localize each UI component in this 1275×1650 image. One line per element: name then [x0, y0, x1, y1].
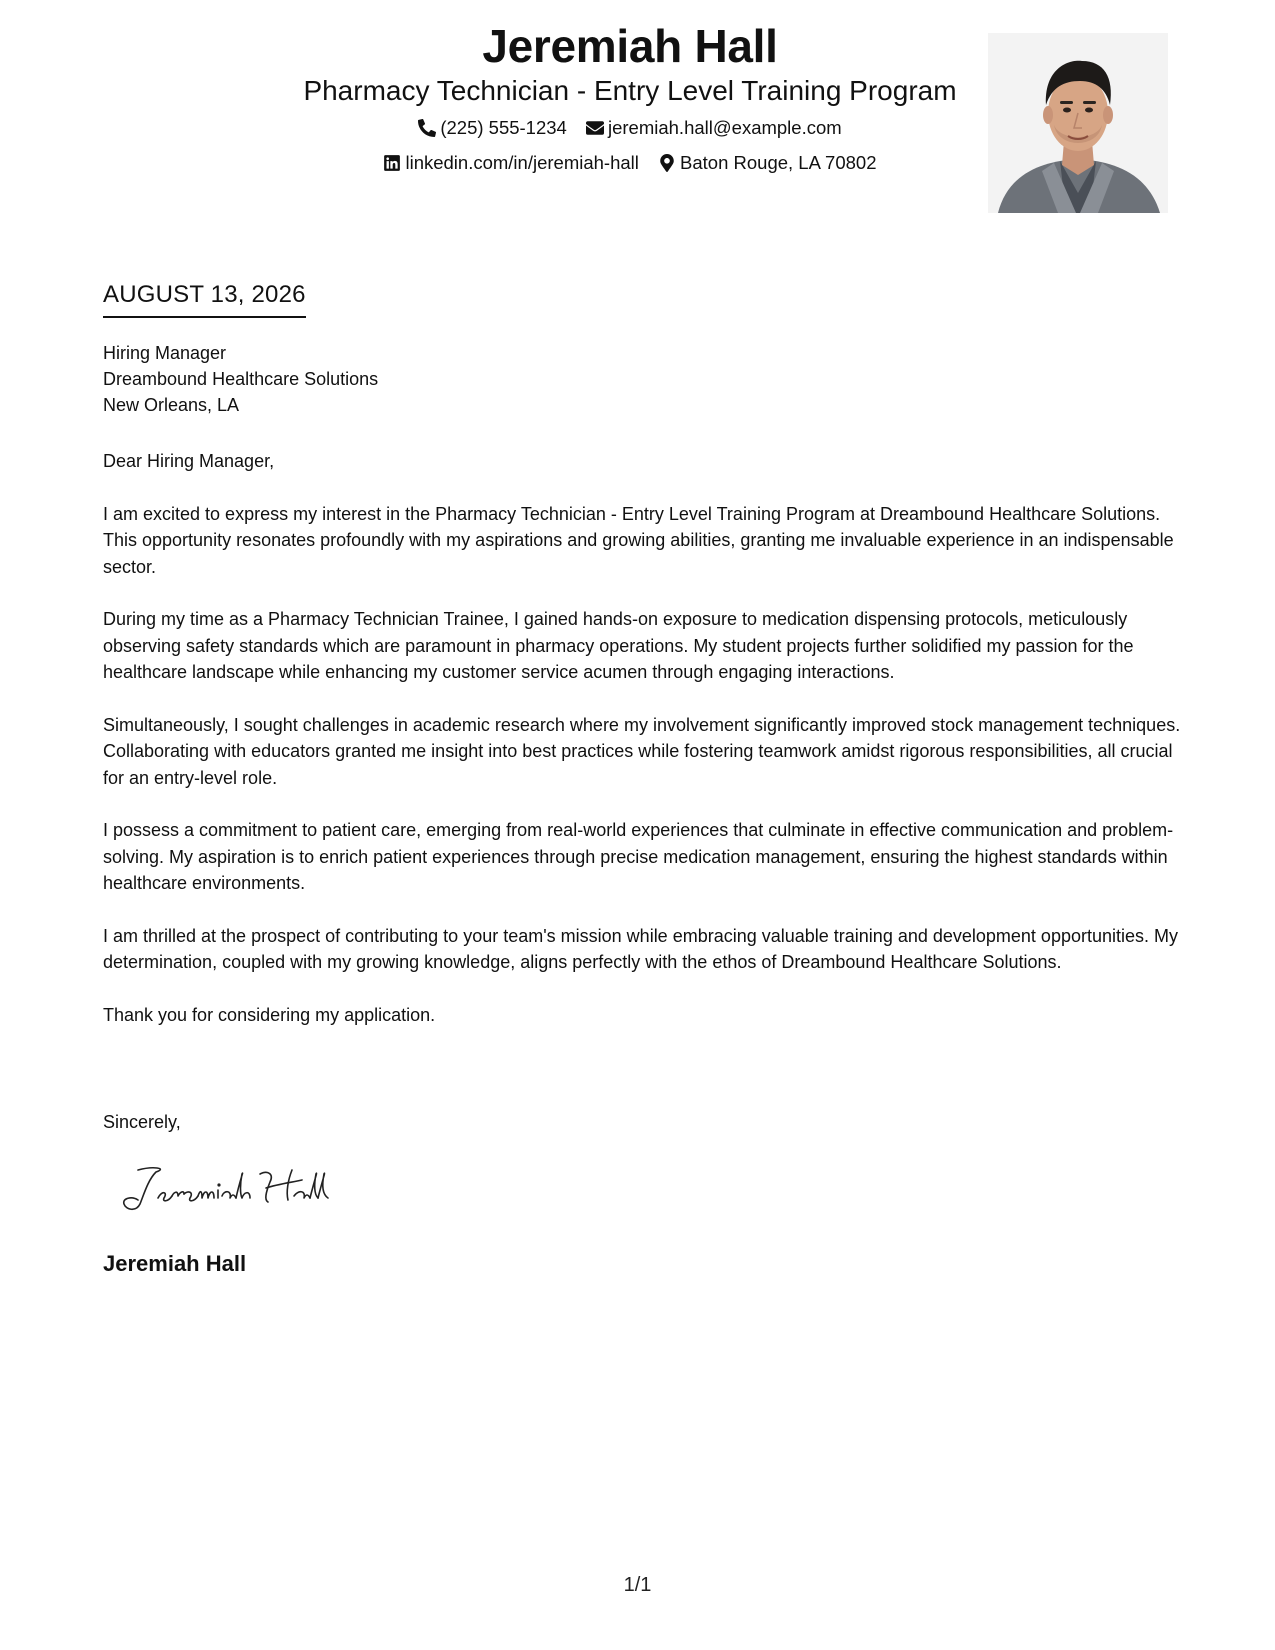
letter-date: AUGUST 13, 2026 — [103, 280, 306, 318]
linkedin-text: linkedin.com/in/jeremiah-hall — [405, 152, 639, 173]
recipient-company: Dreambound Healthcare Solutions — [103, 369, 379, 389]
handwritten-signature — [118, 1160, 358, 1220]
contact-phone — [418, 116, 567, 140]
linkedin-icon — [383, 154, 401, 172]
signer-name: Jeremiah Hall — [103, 1251, 247, 1276]
recipient-block — [103, 340, 378, 418]
location-text: Baton Rouge, LA 70802 — [680, 152, 877, 173]
envelope-icon — [586, 119, 604, 137]
body-paragraph: During my time as a Pharmacy Technician Trainee, I gained hands-on exposure to medication dispensing protocols, meticulously observing safety standards which are paramount in pharmacy operations. My student projects further solidified my passion for the healthcare landscape while enhancing my customer service acumen through engaging interactions. — [103, 609, 1134, 682]
portrait-illustration — [988, 33, 1168, 213]
phone-icon — [418, 119, 436, 137]
contact-location — [658, 151, 876, 175]
job-title: Pharmacy Technician - Entry Level Training Program — [303, 75, 957, 106]
email-text: jeremiah.hall@example.com — [607, 117, 842, 138]
map-pin-icon — [658, 154, 676, 172]
recipient-location: New Orleans, LA — [103, 395, 240, 415]
body-paragraph: Simultaneously, I sought challenges in academic research where my involvement significantly improved stock management techniques. Collaborating with educators granted me insight into best practices while fostering teamwork amidst rigorous responsibilities, all crucial for an entry-level role. — [103, 714, 1181, 788]
contact-linkedin — [383, 151, 638, 175]
body-paragraph: I am excited to express my interest in the Pharmacy Technician - Entry Level Training Program at Dreambound Healthcare Solutions. This opportunity resonates profoundly with my aspirations and growing abilities, granting me invaluable experience in an indispensable sector. — [103, 503, 1174, 577]
header-text-block — [230, 18, 1030, 178]
profile-photo — [988, 33, 1168, 213]
page-number: 1/1 — [623, 1574, 652, 1596]
body-paragraph: I am thrilled at the prospect of contributing to your team's mission while embracing valuable training and development opportunities. My determination, coupled with my growing knowledge, aligns perfectly with the ethos of Dreambound Healthcare Solutions. — [103, 925, 1178, 972]
recipient-title: Hiring Manager — [103, 343, 227, 363]
closing-text: Sincerely, — [103, 1112, 181, 1132]
body-paragraph: Thank you for considering my application. — [103, 1004, 436, 1025]
salutation: Dear Hiring Manager, — [103, 451, 275, 471]
applicant-name: Jeremiah Hall — [482, 20, 778, 72]
contact-line-2 — [230, 151, 1030, 178]
letter-header — [0, 0, 1275, 230]
contact-email — [586, 116, 842, 140]
letter-body — [103, 448, 1183, 1054]
contact-line-1 — [230, 116, 1030, 143]
body-paragraph: I possess a commitment to patient care, emerging from real-world experiences that culminate in effective communication and problem-solving. My aspiration is to enrich patient experiences through precise medication management, ensuring the highest standards within healthcare environments. — [103, 820, 1174, 893]
signature-graphic — [118, 1160, 358, 1220]
phone-text: (225) 555-1234 — [440, 117, 567, 138]
